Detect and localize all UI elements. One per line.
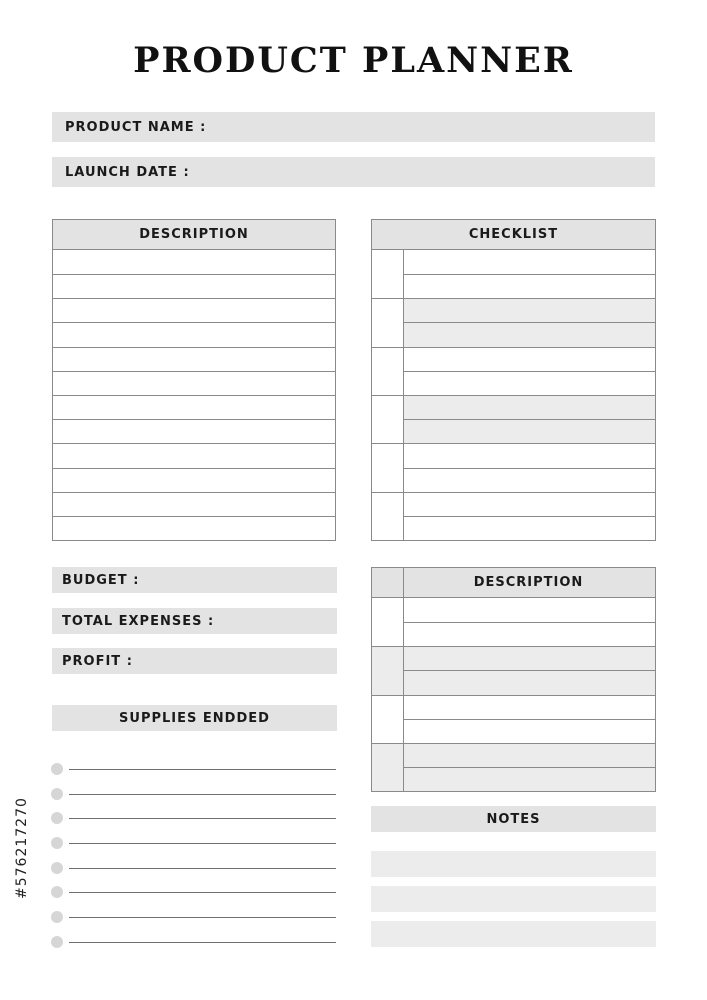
supply-line[interactable] <box>69 917 336 918</box>
checklist-shaded-band <box>404 396 655 444</box>
description-right-header <box>372 568 655 598</box>
supply-bullet-icon[interactable] <box>51 763 63 775</box>
description-left-header <box>53 220 335 250</box>
supply-line[interactable] <box>69 818 336 819</box>
notes-header <box>371 806 656 832</box>
description-table-right <box>371 567 656 792</box>
budget-field[interactable] <box>52 567 337 593</box>
description-right-group-line <box>372 743 655 744</box>
supply-bullet-icon[interactable] <box>51 812 63 824</box>
description-left-row-line <box>53 516 335 517</box>
description-right-title: DESCRIPTION <box>473 575 584 590</box>
checklist-group-line <box>372 347 655 348</box>
description-left-title: DESCRIPTION <box>139 227 249 242</box>
checklist-row-line <box>404 468 655 469</box>
checklist-shaded-band <box>404 299 655 347</box>
supply-line[interactable] <box>69 794 336 795</box>
description-left-row-line <box>53 371 335 372</box>
description-right-shaded-band <box>372 647 655 695</box>
profit-field[interactable] <box>52 648 337 674</box>
product-name-field[interactable] <box>52 112 655 142</box>
notes-title: NOTES <box>486 811 541 827</box>
launch-date-field[interactable] <box>52 157 655 187</box>
description-left-row-line <box>53 492 335 493</box>
description-left-row-line <box>53 468 335 469</box>
supply-bullet-icon[interactable] <box>51 886 63 898</box>
description-table-left <box>52 219 336 541</box>
description-left-row-line <box>53 419 335 420</box>
total-expenses-field[interactable] <box>52 608 337 634</box>
description-left-row-line <box>53 322 335 323</box>
checklist-row-line <box>404 419 655 420</box>
description-right-row-line <box>404 670 655 671</box>
description-right-row-line <box>404 719 655 720</box>
profit-label: PROFIT : <box>62 653 133 669</box>
description-left-row-line <box>53 347 335 348</box>
page-title: PRODUCT PLANNER <box>133 40 574 81</box>
supply-bullet-icon[interactable] <box>51 788 63 800</box>
supplies-title: SUPPLIES ENDDED <box>119 710 270 726</box>
supply-bullet-icon[interactable] <box>51 862 63 874</box>
description-left-row-line <box>53 298 335 299</box>
checklist-row-line <box>404 371 655 372</box>
checklist-row-line <box>404 274 655 275</box>
checklist-group-line <box>372 298 655 299</box>
description-right-group-line <box>372 695 655 696</box>
checklist-group-line <box>372 443 655 444</box>
supply-bullet-icon[interactable] <box>51 911 63 923</box>
supplies-header <box>52 705 337 731</box>
supply-line[interactable] <box>69 868 336 869</box>
supply-line[interactable] <box>69 843 336 844</box>
checklist-title: CHECKLIST <box>468 227 559 242</box>
supply-bullet-icon[interactable] <box>51 837 63 849</box>
checklist-table <box>371 219 656 541</box>
checklist-row-line <box>404 322 655 323</box>
description-left-row-line <box>53 395 335 396</box>
checklist-header <box>372 220 655 250</box>
stock-image-id: #576217270 <box>14 797 30 899</box>
note-line[interactable] <box>371 851 656 877</box>
total-expenses-label: TOTAL EXPENSES : <box>62 613 215 629</box>
checklist-row-line <box>404 516 655 517</box>
description-right-column-divider <box>403 568 404 791</box>
supply-line[interactable] <box>69 892 336 893</box>
description-right-row-line <box>404 622 655 623</box>
budget-label: BUDGET : <box>62 572 140 588</box>
checklist-group-line <box>372 395 655 396</box>
checklist-group-line <box>372 492 655 493</box>
supply-line[interactable] <box>69 942 336 943</box>
description-left-row-line <box>53 443 335 444</box>
description-right-group-line <box>372 646 655 647</box>
product-name-label: PRODUCT NAME : <box>65 119 207 135</box>
description-left-row-line <box>53 274 335 275</box>
description-right-row-line <box>404 767 655 768</box>
note-line[interactable] <box>371 886 656 912</box>
supply-bullet-icon[interactable] <box>51 936 63 948</box>
supply-line[interactable] <box>69 769 336 770</box>
launch-date-label: LAUNCH DATE : <box>65 164 190 180</box>
note-line[interactable] <box>371 921 656 947</box>
